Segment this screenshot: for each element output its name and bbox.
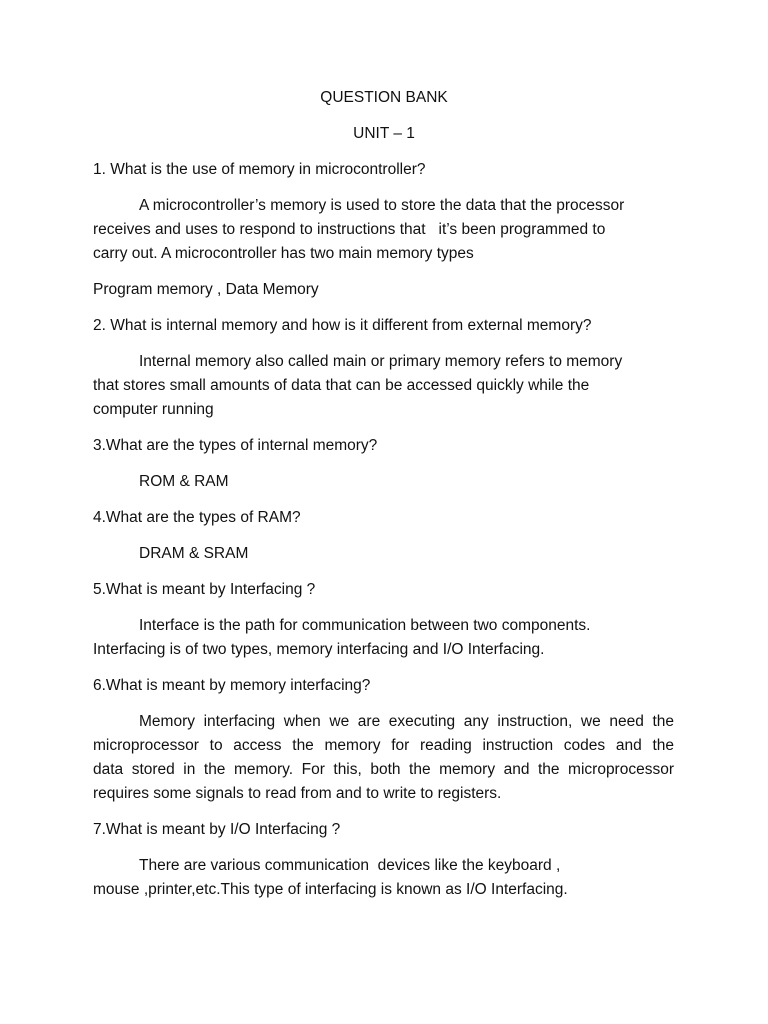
- question-1: 1. What is the use of memory in microcontroller?: [93, 161, 426, 178]
- unit-heading: UNIT – 1: [353, 125, 415, 142]
- answer-line: DRAM & SRAM: [139, 545, 249, 562]
- question-6: 6.What is meant by memory interfacing?: [93, 677, 371, 694]
- question-5: 5.What is meant by Interfacing ?: [93, 581, 316, 598]
- answer-line: Program memory , Data Memory: [93, 281, 319, 298]
- question-4: 4.What are the types of RAM?: [93, 509, 301, 526]
- answer-line: Internal memory also called main or primary memory refers to memory: [139, 353, 623, 370]
- answer-line: that stores small amounts of data that can be accessed quickly while the: [93, 377, 590, 394]
- question-3: 3.What are the types of internal memory?: [93, 437, 378, 454]
- answer-line: carry out. A microcontroller has two main memory types: [93, 245, 474, 262]
- answer-line: Interfacing is of two types, memory interfacing and I/O Interfacing.: [93, 641, 545, 658]
- answer-line: receives and uses to respond to instructions that it’s been programmed to: [93, 221, 606, 238]
- answer-line: Interface is the path for communication between two components.: [139, 617, 591, 634]
- answer-line: There are various communication devices like the keyboard ,: [139, 857, 561, 874]
- answer-line: Memory interfacing when we are executing any instruction, we need the: [139, 713, 674, 730]
- page-title: QUESTION BANK: [320, 89, 448, 106]
- answer-line: A microcontroller’s memory is used to store the data that the processor: [139, 197, 625, 214]
- answer-line: mouse ,printer,etc.This type of interfacing is known as I/O Interfacing.: [93, 881, 568, 898]
- answer-line: microprocessor to access the memory for reading instruction codes and the: [93, 737, 674, 754]
- question-2: 2. What is internal memory and how is it different from external memory?: [93, 317, 592, 334]
- answer-line: ROM & RAM: [139, 473, 229, 490]
- answer-line: data stored in the memory. For this, both the memory and the microprocessor: [93, 761, 674, 778]
- answer-line: computer running: [93, 401, 214, 418]
- question-7: 7.What is meant by I/O Interfacing ?: [93, 821, 341, 838]
- answer-line: requires some signals to read from and to write to registers.: [93, 785, 502, 802]
